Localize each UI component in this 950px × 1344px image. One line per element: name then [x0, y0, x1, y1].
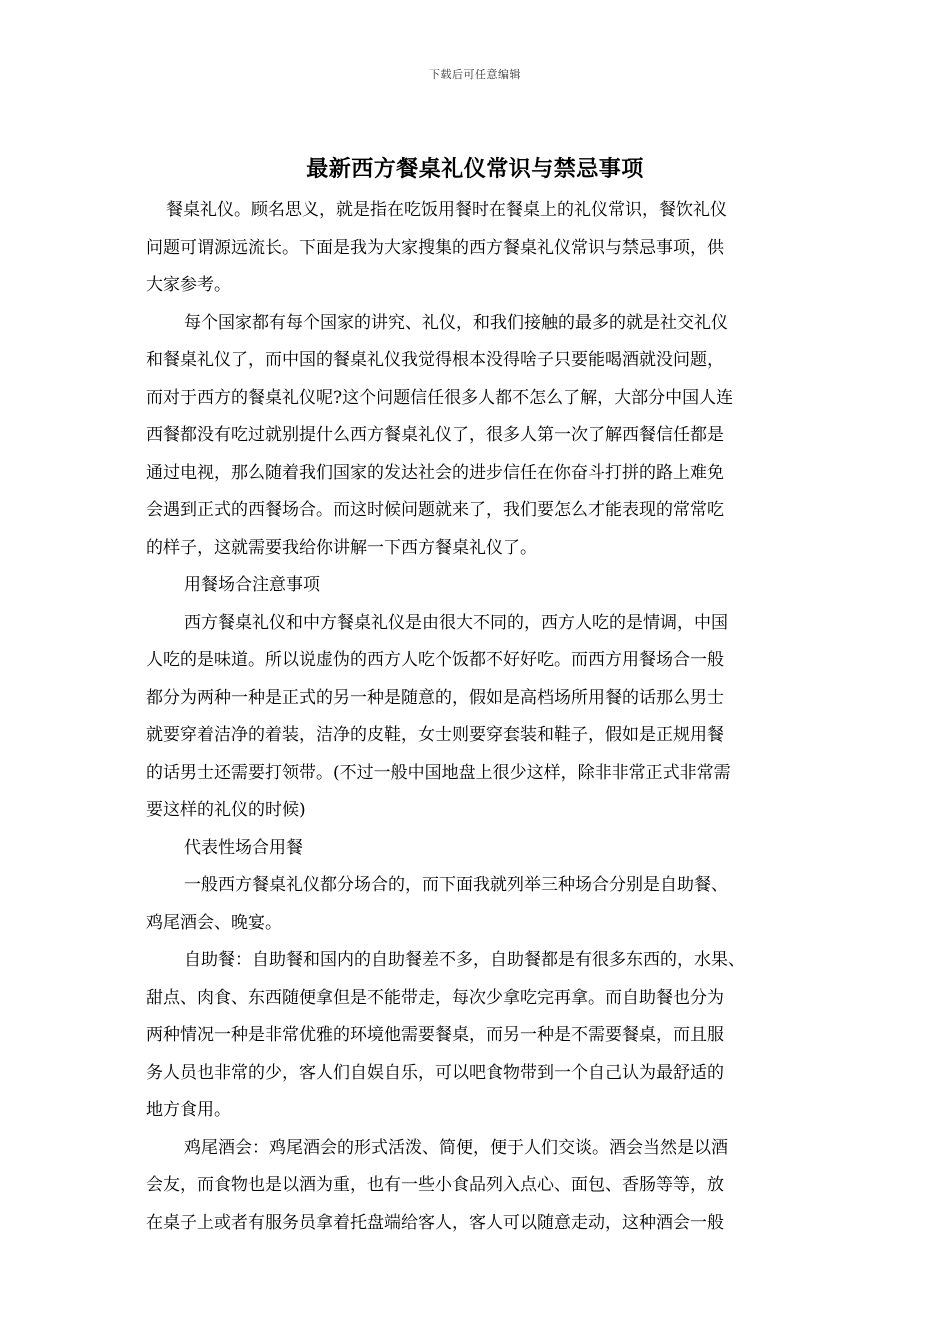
text-line: 鸡尾酒会：鸡尾酒会的形式活泼、简便，便于人们交谈。酒会当然是以酒: [184, 1137, 728, 1158]
text-line: 问题可谓源远流长。下面是我为大家搜集的西方餐桌礼仪常识与禁忌事项，供: [146, 237, 724, 258]
document-title: 最新西方餐桌礼仪常识与禁忌事项: [306, 156, 644, 182]
text-line: 会友，而食物也是以酒为重，也有一些小食品列入点心、面包、香肠等等，放: [146, 1175, 724, 1195]
text-line: 会遇到正式的西餐场合。而这时候问题就来了，我们要怎么才能表现的常常吃: [146, 500, 724, 520]
section-heading: 用餐场合注意事项: [184, 575, 320, 595]
text-line: 就要穿着洁净的着装，洁净的皮鞋，女士则要穿套装和鞋子，假如是正规用餐: [146, 725, 724, 745]
text-line: 人吃的是味道。所以说虚伪的西方人吃个饭都不好好吃。而西方用餐场合一般: [146, 650, 724, 670]
document-body: [146, 192, 806, 1242]
text-line: 和餐桌礼仪了，而中国的餐桌礼仪我觉得根本没得啥子只要能喝酒就没问题，: [146, 350, 724, 370]
text-line: 鸡尾酒会、晚宴。: [146, 912, 282, 933]
text-line: 两种情况一种是非常优雅的环境他需要餐桌，而另一种是不需要餐桌，而且服: [146, 1025, 724, 1045]
text-line: 务人员也非常的少，客人们自娱自乐，可以吧食物带到一个自己认为最舒适的: [146, 1062, 724, 1083]
text-line: 餐桌礼仪。顾名思义，就是指在吃饭用餐时在餐桌上的礼仪常识，餐饮礼仪: [166, 200, 727, 220]
text-line: 的样子，这就需要我给你讲解一下西方餐桌礼仪了。: [146, 537, 537, 558]
header-note: 下载后可任意编辑: [429, 68, 521, 81]
text-line: 要这样的礼仪的时候): [146, 800, 306, 820]
text-line: 每个国家都有每个国家的讲究、礼仪，和我们接触的最多的就是社交礼仪: [184, 312, 728, 333]
text-line: 的话男士还需要打领带。(不过一般中国地盘上很少这样，除非非常正式非常需: [146, 762, 731, 783]
text-line: 甜点、肉食、东西随便拿但是不能带走，每次少拿吃完再拿。而自助餐也分为: [146, 987, 724, 1008]
text-line: 西方餐桌礼仪和中方餐桌礼仪是由很大不同的，西方人吃的是情调，中国: [184, 612, 728, 633]
text-line: 都分为两种一种是正式的另一种是随意的，假如是高档场所用餐的话那么男士: [146, 687, 724, 708]
text-line: 而对于西方的餐桌礼仪呢?这个问题信任很多人都不怎么了解，大部分中国人连: [146, 387, 734, 408]
text-line: 地方食用。: [146, 1100, 231, 1120]
section-heading: 代表性场合用餐: [184, 837, 303, 858]
text-line: 大家参考。: [146, 275, 231, 295]
text-line: 在桌子上或者有服务员拿着托盘端给客人，客人可以随意走动，这种酒会一般: [146, 1212, 724, 1233]
text-line: 通过电视，那么随着我们国家的发达社会的进步信任在你奋斗打拼的路上难免: [146, 462, 724, 483]
text-line: 西餐都没有吃过就别提什么西方餐桌礼仪了，很多人第一次了解西餐信任都是: [146, 425, 724, 445]
text-line: 自助餐：自助餐和国内的自助餐差不多，自助餐都是有很多东西的，水果、: [184, 950, 745, 970]
text-line: 一般西方餐桌礼仪都分场合的，而下面我就列举三种场合分别是自助餐、: [184, 875, 728, 895]
